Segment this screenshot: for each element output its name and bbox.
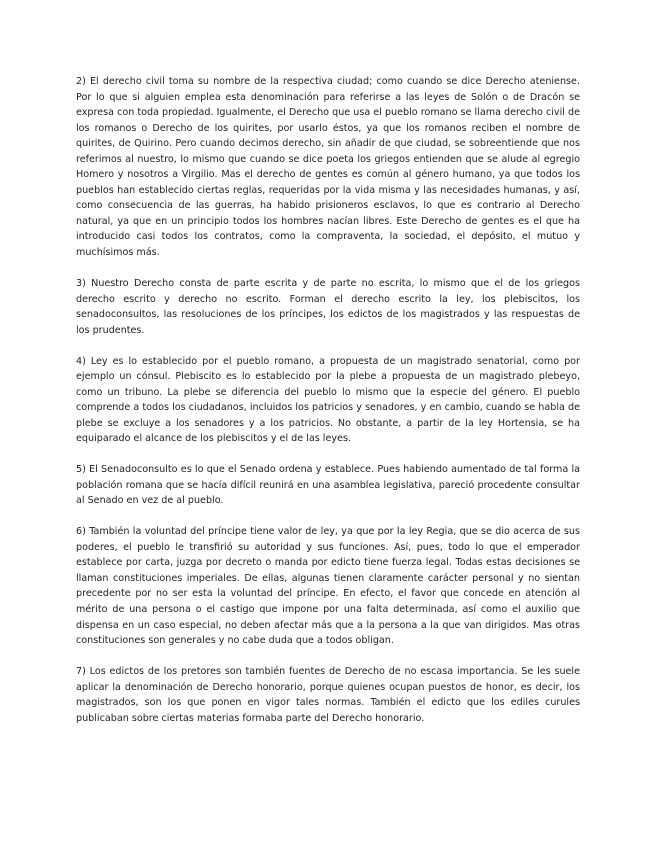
- paragraph-6-voluntad-principe: 6) También la voluntad del príncipe tiene valor de ley, ya que por la ley Regia, que se dio acerca de sus poderes, el pueblo le transfirió su autoridad y sus funciones. Así, pues, todo lo que el emperador establece por carta, juzga por decreto o manda por edicto tiene fuerza legal. Todas estas decisiones se llaman constituciones imperiales. De ellas, algunas tienen claramente carácter personal y no sientan precedente por no ser esta la voluntad del príncipe. En efecto, el favor que concede en atención al mérito de una persona o el castigo que impone por una falta determinada, así como el auxilio que dispensa en un caso especial, no deben afectar más que a la persona a la que van dirigidos. Mas otras constituciones son generales y no cabe duda que a todos obligan.: [76, 526, 580, 647]
- paragraph-2-derecho-civil: 2) El derecho civil toma su nombre de la respectiva ciudad; como cuando se dice Derecho ateniense. Por lo que si alguien emplea esta denominación para referirse a las leyes de Solón o de Dracón se expresa con toda propiedad. Igualmente, el Derecho que usa el pueblo romano se llama derecho civil de los romanos o Derecho de los quirites, por usarlo éstos, ya que los romanos reciben el nombre de quirites, de Quirino. Pero cuando decimos derecho, sin añadir de que ciudad, se sobreentiende que nos referimos al nuestro, lo mismo que cuando se dice poeta los griegos entienden que se alude al egregio Homero y nosotros a Virgilio. Mas el derecho de gentes es común al género humano, ya que todos los pueblos han establecido ciertas reglas, requeridas por la vida misma y las necesidades humanas, y así, como consecuencia de las guerras, ha habido prisioneros esclavos, lo que es contrario al Derecho natural, ya que en un principio todos los hombres nacían libres. Este Derecho de gentes es el que ha introducido casi todos los contratos, como la compraventa, la sociedad, el depósito, el mutuo y muchísimos más.: [76, 76, 580, 259]
- paragraph-7-edictos-pretores: 7) Los edictos de los pretores son también fuentes de Derecho de no escasa importancia. Se les suele aplicar la denominación de Derecho honorario, porque quienes ocupan puestos de honor, es decir, los magistrados, son los que ponen en vigor tales normas. También el edicto que los ediles curules publicaban sobre ciertas materias formaba parte del Derecho honorario.: [76, 666, 580, 724]
- document-page: [76, 74, 580, 742]
- paragraph-3-derecho-escrito: 3) Nuestro Derecho consta de parte escrita y de parte no escrita, lo mismo que el de los griegos derecho escrito y derecho no escrito. Forman el derecho escrito la ley, los plebiscitos, los senadoconsultos, las resoluciones de los príncipes, los edictos de los magistrados y las respuestas de los prudentes.: [76, 277, 580, 336]
- paragraph-5-senadoconsulto: 5) El Senadoconsulto es lo que el Senado ordena y establece. Pues habiendo aumentado de tal forma la población romana que se hacía difícil reunirá en una asamblea legislativa, pareció procedente consultar al Senado en vez de al pueblo.: [76, 464, 580, 507]
- paragraph-4-ley-plebiscito: 4) Ley es lo establecido por el pueblo romano, a propuesta de un magistrado senatorial, como por ejemplo un cónsul. Plebiscito es lo establecido por la plebe a propuesta de un magistrado plebeyo, como un tribuno. La plebe se diferencia del pueblo lo mismo que la especie del género. El pueblo comprende a todos los ciudadanos, incluidos los patricios y senadores, y en cambio, cuando se habla de plebe se excluye a los senadores y a los patricios. No obstante, a partir de la ley Hortensia, se ha equiparado el alcance de los plebiscitos y el de las leyes.: [76, 355, 580, 445]
